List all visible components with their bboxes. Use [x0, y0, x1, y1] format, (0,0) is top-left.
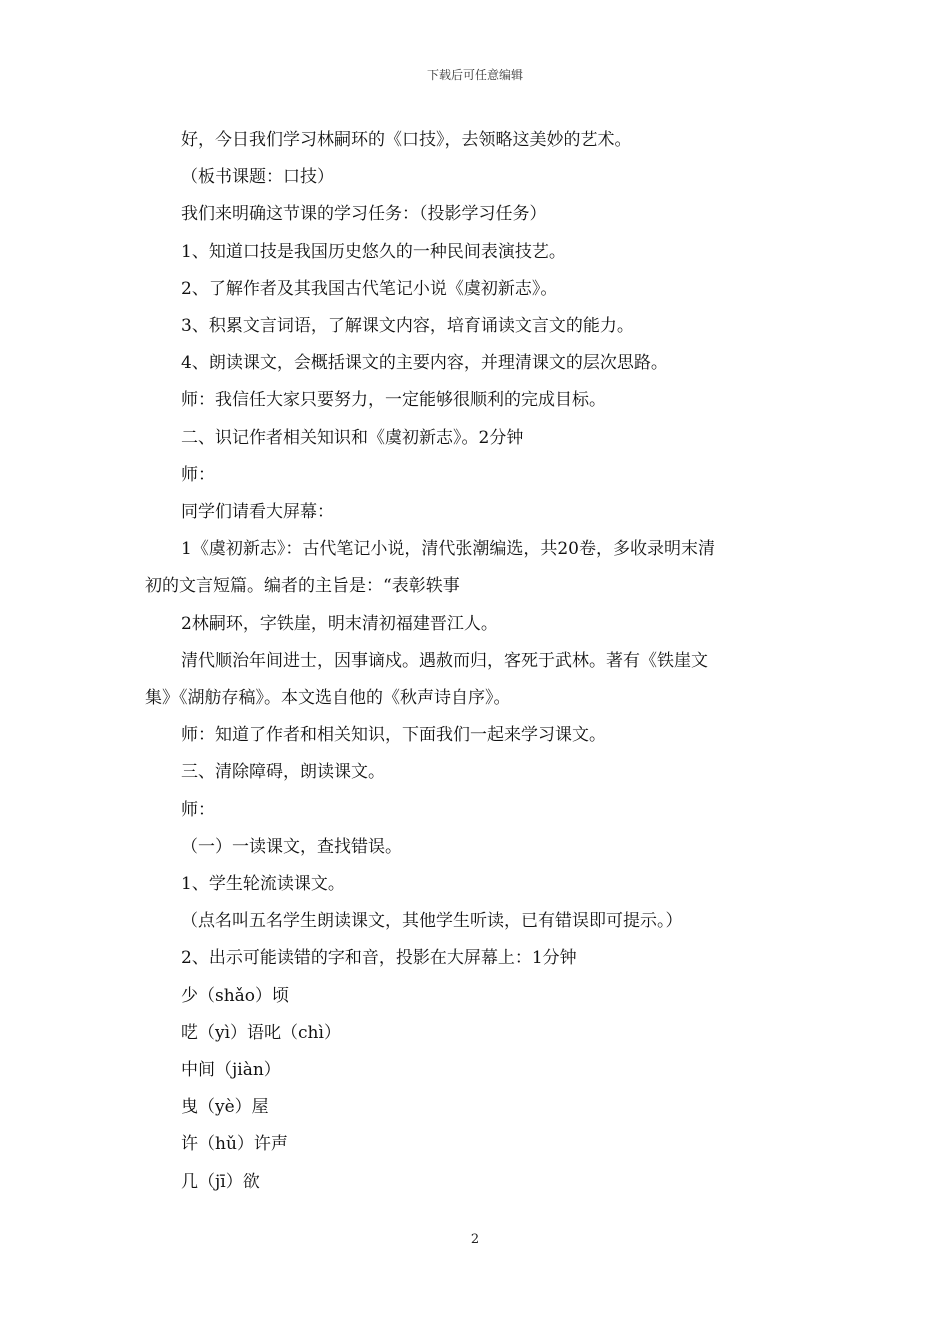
- pronunciation-item: 中间（jiàn）: [181, 1060, 281, 1081]
- paragraph-line: 1《虞初新志》：古代笔记小说，清代张潮编选，共20卷，多收录明末清: [181, 539, 715, 560]
- page-number: 2: [470, 1232, 480, 1247]
- task-item-3: 3、积累文言词语，了解课文内容，培育诵读文言文的能力。: [181, 316, 634, 337]
- pronunciation-item: 许（hǔ）许声: [181, 1134, 288, 1155]
- paragraph-line: 师：我信任大家只要努力，一定能够很顺利的完成目标。: [181, 390, 606, 411]
- paragraph-line: 师：知道了作者和相关知识，下面我们一起来学习课文。: [181, 725, 606, 746]
- paragraph-line: 2、出示可能读错的字和音，投影在大屏幕上：1分钟: [181, 948, 577, 969]
- paragraph-line: 集》《湖舫存稿》。本文选自他的《秋声诗自序》。: [145, 688, 511, 709]
- paragraph-line: （板书课题：口技）: [181, 167, 334, 188]
- section-heading: 二、识记作者相关知识和《虞初新志》。2分钟: [181, 427, 524, 448]
- task-item-2: 2、了解作者及其我国古代笔记小说《虞初新志》。: [181, 278, 558, 299]
- paragraph-line: 我们来明确这节课的学习任务：（投影学习任务）: [181, 204, 547, 225]
- pronunciation-item: 几（jī）欲: [181, 1171, 260, 1192]
- task-item-4: 4、朗读课文，会概括课文的主要内容，并理清课文的层次思路。: [181, 353, 668, 374]
- pronunciation-item: 少（shǎo）顷: [181, 985, 290, 1006]
- paragraph-line: 同学们请看大屏幕：: [181, 502, 334, 523]
- paragraph-line: 好，今日我们学习林嗣环的《口技》，去领略这美妙的艺术。: [181, 130, 632, 150]
- task-item-1: 1、知道口技是我国历史悠久的一种民间表演技艺。: [181, 241, 566, 262]
- paragraph-line: （点名叫五名学生朗读课文，其他学生听读，已有错误即可提示。）: [181, 911, 683, 932]
- pronunciation-item: 呓（yì）语叱（chì）: [181, 1022, 341, 1043]
- subsection-heading: （一）一读课文，查找错误。: [181, 836, 402, 857]
- paragraph-line: 师：: [181, 464, 215, 485]
- pronunciation-item: 曳（yè）屋: [181, 1097, 269, 1118]
- document-body: [145, 122, 813, 1201]
- paragraph-line: 1、学生轮流读课文。: [181, 874, 345, 895]
- paragraph-line: 初的文言短篇。编者的主旨是：“表彰轶事: [145, 576, 460, 597]
- section-heading: 三、清除障碍，朗读课文。: [181, 762, 385, 783]
- page-header: 下载后可任意编辑: [426, 68, 523, 82]
- paragraph-line: 清代顺治年间进士，因事谪戍。遇赦而归，客死于武林。著有《铁崖文: [181, 650, 708, 671]
- paragraph-line: 2林嗣环，字铁崖，明末清初福建晋江人。: [181, 613, 498, 634]
- paragraph-line: 师：: [181, 799, 215, 820]
